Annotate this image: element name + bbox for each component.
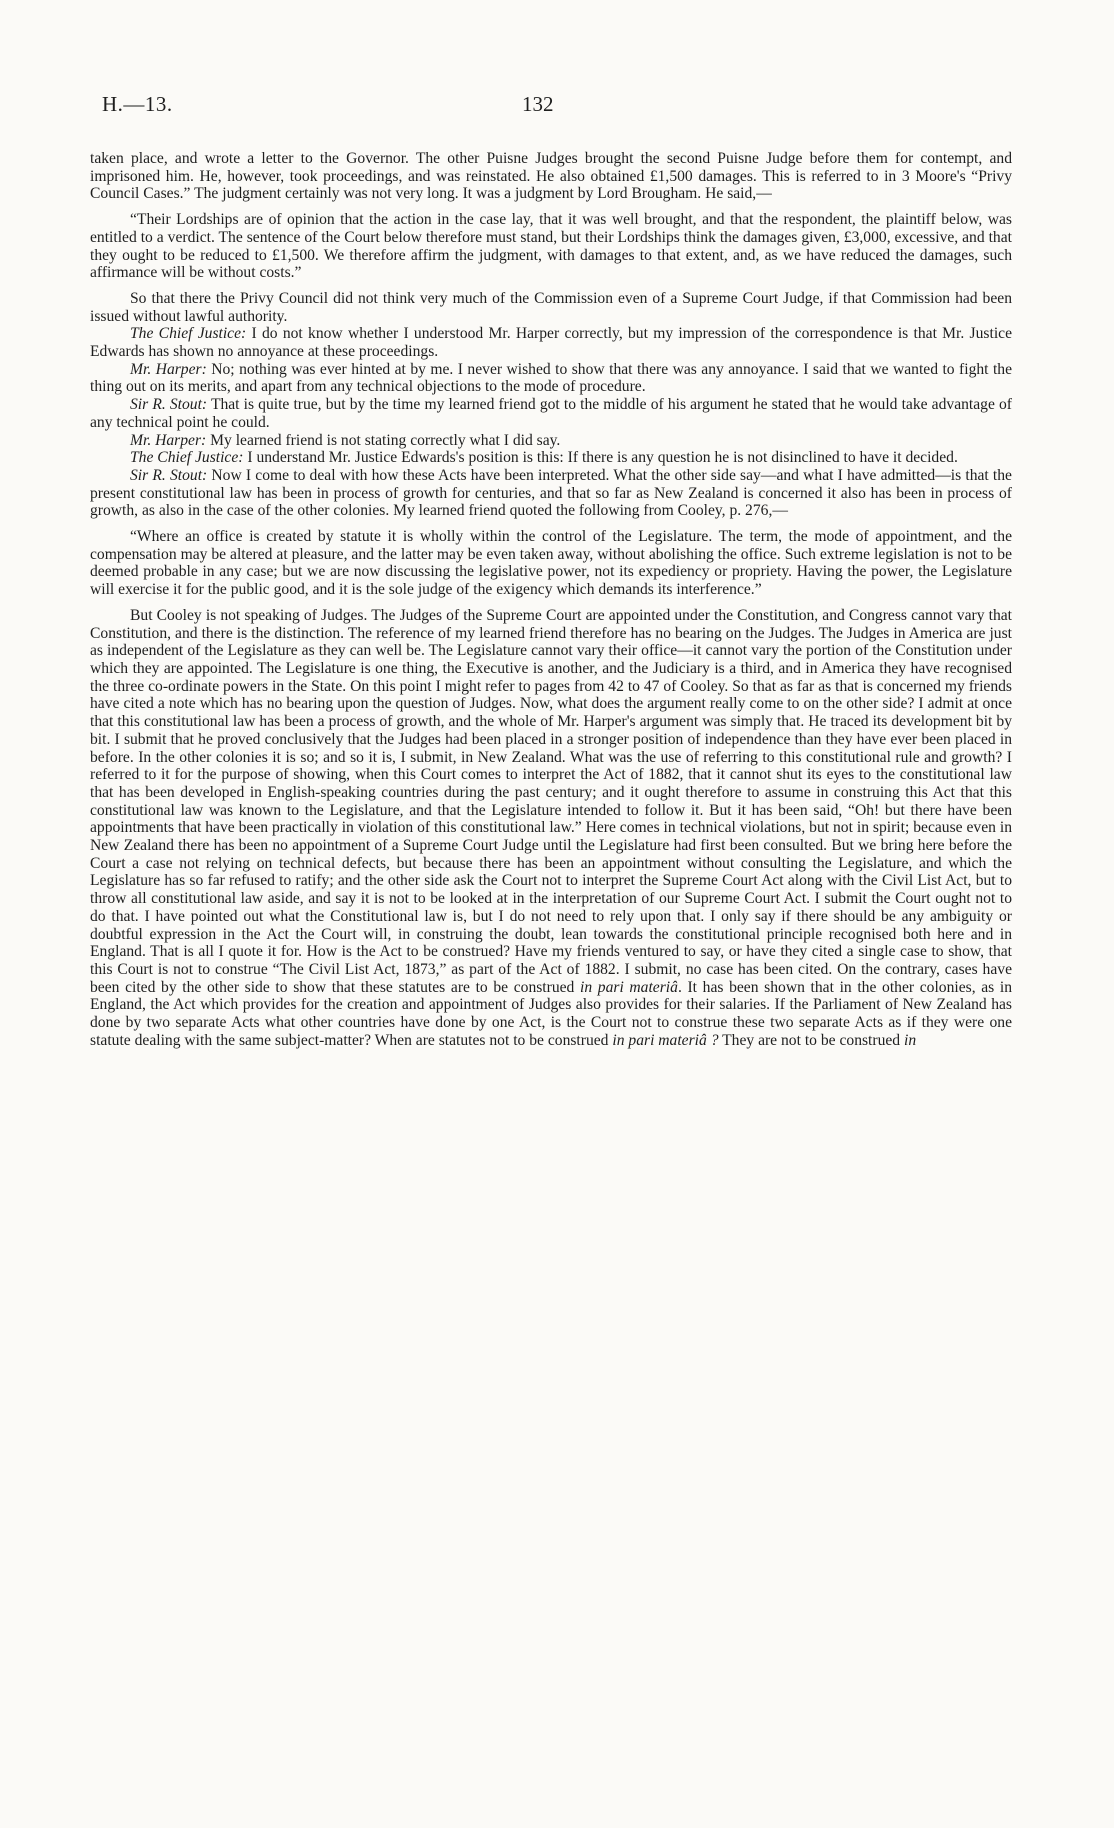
latin-phrase: in [904, 1031, 917, 1049]
speech-paragraph: The Chief Justice: I understand Mr. Justice Edwards's position is this: If there is any question he is not disinclined to have it decided. [130, 449, 958, 467]
speaker-name: The Chief Justice: [130, 449, 244, 467]
speech-paragraph: The Chief Justice: I do not know whether I understood Mr. Harper correctly, but my impression of the correspondence is that Mr. Justice Edwards has shown no annoyance at these proceedings. [90, 325, 1012, 361]
paragraph: But Cooley is not speaking of Judges. The Judges of the Supreme Court are appointed under the Constitution, and Congress cannot vary that Constitution, and there is the distinction. The reference of my learned friend therefore has no bearing on the Judges. The Judges in America are just as independent of the Legislature as they can well be. The Legislature cannot vary their office—it cannot vary the portion of the Constitution under which they are appointed. The Legislature is one thing, the Executive is another, and the Judiciary is a third, and in America they have recognised the three co-ordinate powers in the State. On this point I might refer to pages from 42 to 47 of Cooley. So that as far as that is concerned my friends have cited a note which has no bearing upon the question of Judges. Now, what does the argument really come to on the other side? I admit at once that this constitutional law has been a process of growth, and the whole of Mr. Harper's argument was simply that. He traced its development bit by bit. I submit that he proved conclusively that the Judges had been placed in a stronger position of independence than they have ever been placed in before. In the other colonies it is so; and so it is, I submit, in New Zealand. What was the use of referring to this constitutional rule and growth? I referred to it for the purpose of showing, when this Court comes to interpret the Act of 1882, that it cannot shut its eyes to the constitutional law that has been developed in English-speaking countries during the past century; and it ought therefore to assume in construing this Act that this constitutional law was known to the Legislature, and that the Legislature intended to follow it. But it has been said, “Oh! but there have been appointments that have been practically in violation of this constitutional law.” Here comes in technical violations, but not in spirit; because even in New Zealand there has been no appointment of a Supreme Court Judge until the Legislature had first been consulted. But we bring here before the Court a case not relying on technical defects, but because there has been an appointment without consulting the Legislature, and which the Legislature has so far refused to ratify; and the other side ask the Court not to interpret the Supreme Court Act along with the Civil List Act, but to throw all constitutional law aside, and say it is not to be looked at in the interpretation of our Supreme Court Act. I submit the Court ought not to do that. I have pointed out what the Constitutional law is, but I do not need to rely upon that. I only say if there should be any ambiguity or doubtful expression in the Act the Court will, in construing the doubt, lean towards the constitutional principle recognised both here and in England. That is all I quote it for. How is the Act to be construed? Have my friends ventured to say, or have they cited a single case to show, that this Court is not to construe “The Civil List Act, 1873,” as part of the Act of 1882. I submit, no case has been cited. On the contrary, cases have been cited by the other side to show that these statutes are to be construed in pari materiâ. It has been shown that in the other colonies, as in England, the Act which provides for the creation and appointment of Judges also provides for their salaries. If the Parliament of New Zealand has done by two separate Acts what other countries have done by one Act, is the Court not to construe these two separate Acts as if they were one statute dealing with the same subject-matter? When are statutes not to be construed in pari materiâ ? They are not to be construed in [90, 606, 1013, 1049]
page-number: 132 [522, 92, 554, 116]
document-page [90, 92, 1012, 1049]
paper-reference: H.—13. [102, 92, 173, 116]
speech-paragraph: Sir R. Stout: Now I come to deal with how these Acts have been interpreted. What the other side say—and what I have admitted—is that the present constitutional law has been in process of growth for centuries, and that so far as New Zealand is concerned it also has been in process of growth, as also in the case of the other colonies. My learned friend quoted the following from Cooley, p. 276,— [90, 466, 1012, 520]
speaker-name: The Chief Justice: [130, 325, 247, 343]
speaker-name: Mr. Harper: [130, 360, 207, 378]
speaker-name: Sir R. Stout: [130, 396, 208, 414]
speech-paragraph: Mr. Harper: My learned friend is not stating correctly what I did say. [130, 431, 561, 449]
speech-paragraph: Mr. Harper: No; nothing was ever hinted at by me. I never wished to show that there was any annoyance. I said that we wanted to fight the thing out on its merits, and apart from any technical objections to the mode of procedure. [90, 360, 1012, 396]
block-quote: “Their Lordships are of opinion that the action in the case lay, that it was well brought, and that the respondent, the plaintiff below, was entitled to a verdict. The sentence of the Court below therefore must stand, but their Lordships think the damages given, £3,000, excessive, and that they ought to be reduced to £1,500. We therefore affirm the judgment, with damages to that extent, and, as we have reduced the damages, such affirmance will be without costs.” [90, 211, 1012, 282]
block-quote: “Where an office is created by statute it is wholly within the control of the Legislature. The term, the mode of appointment, and the compensation may be altered at pleasure, and the latter may be even taken away, without abolishing the office. Such extreme legislation is not to be deemed probable in any case; but we are now discussing the legislative power, not its expediency or propriety. Having the power, the Legislature will exercise it for the public good, and it is the sole judge of the exigency which demands its interference.” [90, 528, 1012, 599]
speaker-name: Sir R. Stout: [130, 466, 208, 484]
page-header [90, 92, 1012, 126]
speech-paragraph: Sir R. Stout: That is quite true, but by the time my learned friend got to the middle of his argument he stated that he would take advantage of any technical point he could. [90, 396, 1012, 431]
speaker-name: Mr. Harper: [130, 431, 207, 449]
latin-phrase: in pari materiâ ? [612, 1031, 719, 1049]
document-body [90, 150, 1012, 1049]
latin-phrase: in pari materiâ [580, 978, 678, 996]
paragraph: taken place, and wrote a letter to the Governor. The other Puisne Judges brought the second Puisne Judge before them for contempt, and imprisoned him. He, however, took proceedings, and was reinstated. He also obtained £1,500 damages. This is referred to in 3 Moore's “Privy Council Cases.” The judgment certainly was not very long. It was a judgment by Lord Brougham. He said,— [90, 150, 1012, 203]
paragraph: So that there the Privy Council did not think very much of the Commission even of a Supreme Court Judge, if that Commission had been issued without lawful authority. [90, 289, 1012, 325]
